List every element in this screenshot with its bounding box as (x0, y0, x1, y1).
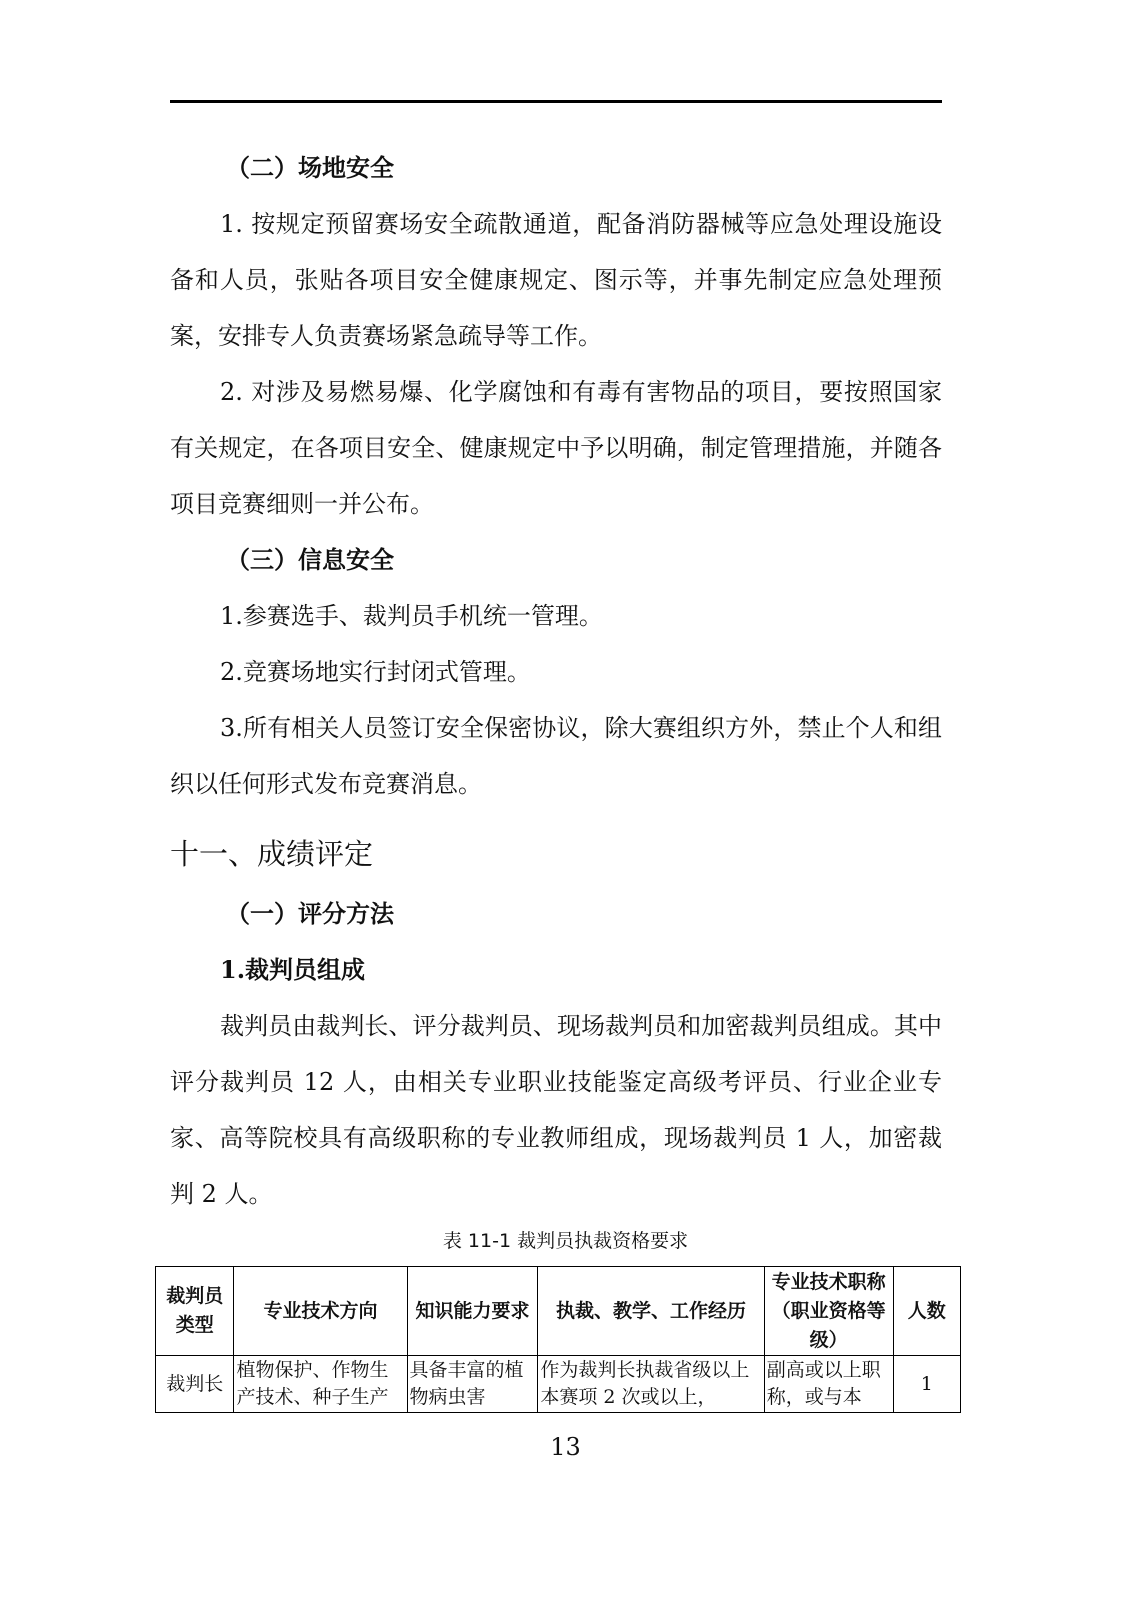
table-cell: 裁判长 (156, 1356, 234, 1413)
paragraph-info-safety-1: 1.参赛选手、裁判员手机统一管理。 (220, 602, 603, 630)
page-number: 13 (550, 1433, 581, 1461)
table-header-cell: 执裁、教学、工作经历 (538, 1267, 764, 1356)
table-header-cell: 专业技术方向 (234, 1267, 407, 1356)
paragraph-site-safety-1: 1. 按规定预留赛场安全疏散通道，配备消防器械等应急处理设施设备和人员，张贴各项目安全健康规定、图示等，并事先制定应急处理预案，安排专人负责赛场紧急疏导等工作。 (170, 210, 942, 350)
page-body (170, 140, 942, 1222)
paragraph-info-safety-2: 2.竞赛场地实行封闭式管理。 (220, 658, 531, 686)
section-heading-info-safety: （三）信息安全 (226, 546, 394, 574)
table-header-cell: 知识能力要求 (407, 1267, 538, 1356)
referee-qualification-table (155, 1266, 961, 1413)
table-header-row (156, 1267, 961, 1356)
table-row (156, 1356, 961, 1413)
table-cell: 副高或以上职称，或与本 (764, 1356, 893, 1413)
paragraph-info-safety-3: 3.所有相关人员签订安全保密协议，除大赛组织方外，禁止个人和组织以任何形式发布竞赛消息。 (170, 714, 942, 798)
table-caption: 表 11-1 裁判员执裁资格要求 (442, 1230, 689, 1252)
header-rule (170, 100, 942, 103)
section-heading-site-safety: （二）场地安全 (226, 154, 394, 182)
paragraph-site-safety-2: 2. 对涉及易燃易爆、化学腐蚀和有毒有害物品的项目，要按照国家有关规定，在各项目安全、健康规定中予以明确，制定管理措施，并随各项目竞赛细则一并公布。 (170, 378, 942, 518)
table-cell: 植物保护、作物生产技术、种子生产 (234, 1356, 407, 1413)
table-cell: 具备丰富的植物病虫害 (407, 1356, 538, 1413)
table-header-cell: 人数 (893, 1267, 960, 1356)
table-cell: 1 (893, 1356, 960, 1413)
paragraph-referee-composition: 裁判员由裁判长、评分裁判员、现场裁判员和加密裁判员组成。其中评分裁判员 12 人，由相关专业职业技能鉴定高级考评员、行业企业专家、高等院校具有高级职称的专业教师组成，现场裁判员 1 人，加密裁判 2 人。 (170, 1012, 942, 1208)
section-heading-scoring-method: （一）评分方法 (226, 900, 394, 928)
table-header-cell: 专业技术职称（职业资格等级） (764, 1267, 893, 1356)
table-header-cell: 裁判员类型 (156, 1267, 234, 1356)
subheading-referee-composition: 1.裁判员组成 (220, 955, 366, 984)
table-cell: 作为裁判长执裁省级以上本赛项 2 次或以上， (538, 1356, 764, 1413)
chapter-title: 十一、成绩评定 (170, 837, 374, 871)
